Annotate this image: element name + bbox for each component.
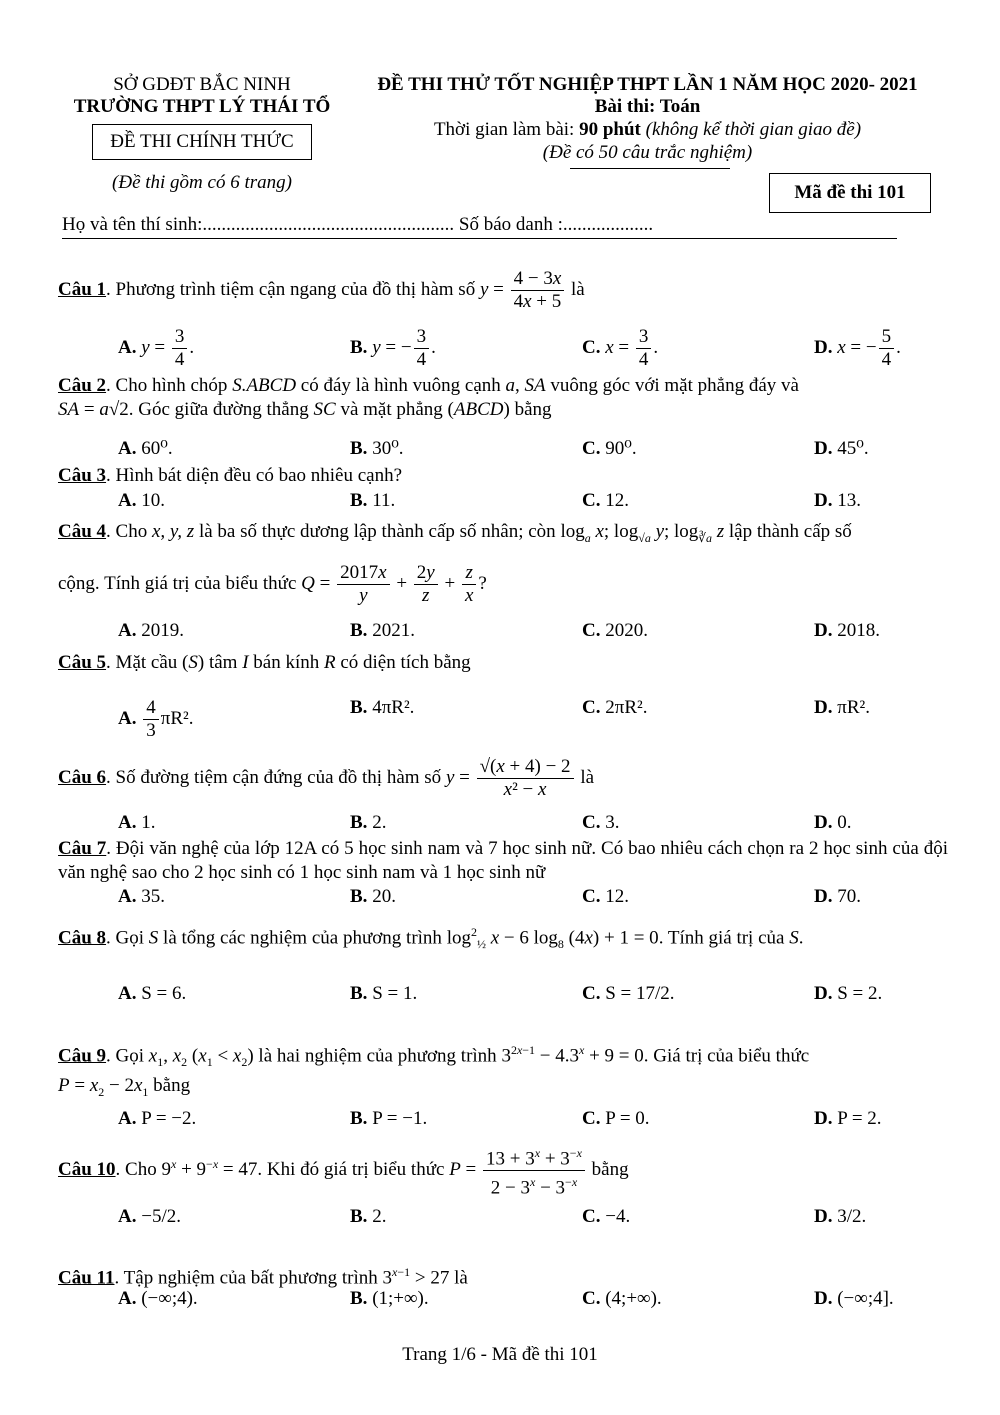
option-value: (1;+∞). [372, 1288, 429, 1309]
option-letter: D. [814, 812, 833, 833]
question-text: . Gọi [106, 1045, 149, 1067]
option-value: P = 2. [837, 1108, 882, 1129]
option-letter: C. [582, 697, 601, 718]
question-text: . Hình bát diện đều có bao nhiêu cạnh? [106, 465, 403, 486]
option-letter: D. [814, 1206, 833, 1227]
question-label: Câu 10 [58, 1159, 116, 1181]
question-label: Câu 2 [58, 375, 107, 396]
question-label: Câu 5 [58, 652, 107, 673]
question-11: Câu 11. Tập nghiệm của bất phương trình $3^{x-1} > 27$ là [58, 1265, 468, 1289]
option-letter: B. [350, 1108, 368, 1129]
time-value: 90 phút [579, 119, 641, 140]
option-d[interactable] [814, 620, 880, 642]
question-7-options [118, 886, 938, 916]
question-11-options [118, 1288, 938, 1318]
question-8: Câu 8. Gọi S là tổng các nghiệm của phương trình $\log^2_{\frac{1}{2}} x - 6$ $\log_8 (4x) + 1 = 0$. Tính giá trị của S. [58, 925, 804, 952]
option-value: (4;+∞). [605, 1288, 662, 1309]
header-divider [570, 168, 730, 169]
question-text: là [575, 766, 595, 788]
question-label: Câu 1 [58, 278, 107, 300]
option-value: 0. [837, 812, 852, 833]
option-value: 2πR². [605, 697, 648, 718]
option-b[interactable] [350, 697, 414, 719]
option-value: 60⁰. [141, 438, 173, 459]
option-letter: A. [118, 1206, 137, 1227]
question-4-cont: cộng. Tính giá trị của biểu thức Q = $\frac{2017x}{y}$ + $\frac{2y}{z}$ + $\frac{z}{x}$ ? [58, 562, 487, 606]
question-3-options [118, 490, 938, 520]
question-2-options [118, 437, 938, 467]
option-letter: A. [118, 620, 137, 641]
option-c[interactable] [582, 1108, 650, 1130]
question-text: là ba số thực dương lập thành cấp số nhân; còn [194, 521, 561, 542]
option-d[interactable] [814, 437, 869, 460]
option-value: 90⁰. [605, 438, 637, 459]
option-letter: A. [118, 490, 137, 511]
question-2: Câu 2. Cho hình chóp S.ABCD có đáy là hình vuông cạnh a, SA vuông góc với mặt phẳng đáy và SA = a√2. Góc giữa đường thẳng SC và mặt phẳng (ABCD) bằng [58, 375, 799, 420]
option-value: πR². [160, 707, 194, 729]
option-value: S = 6. [141, 983, 187, 1004]
question-label: Câu 11 [58, 1267, 115, 1289]
option-a[interactable] [118, 983, 186, 1005]
question-label: Câu 3 [58, 465, 107, 486]
option-a[interactable] [118, 620, 184, 642]
option-c[interactable] [582, 983, 675, 1005]
option-value: πR². [837, 697, 870, 718]
question-4: Câu 4. Cho x, y, z là ba số thực dương lập thành cấp số nhân; còn $\log_a x$; $\log_{√a} y$; $\log_{∛a} z$ lập thành cấp số [58, 521, 852, 545]
option-letter: C. [582, 490, 601, 511]
question-text: . Đội văn nghệ của lớp 12A có 5 học sinh nam và 7 học sinh nữ. Có bao nhiêu cách chọn ra 2 học sinh của đội văn nghệ sao cho 2 học sinh có 1 học sinh nam và 1 học sinh nữ [58, 838, 948, 883]
exam-subject: Bài thi: Toán [594, 96, 701, 117]
question-text: . Giá trị của biểu thức [643, 1045, 810, 1067]
option-letter: D. [814, 697, 833, 718]
question-text: . Tính giá trị của [658, 927, 790, 949]
option-d[interactable] [814, 697, 870, 719]
option-letter: A. [118, 336, 137, 358]
question-label: Câu 8 [58, 927, 107, 949]
option-letter: D. [814, 886, 833, 907]
option-value: 3. [605, 812, 620, 833]
option-d[interactable] [814, 983, 882, 1005]
option-letter: C. [582, 886, 601, 907]
option-d[interactable] [814, 812, 851, 834]
question-8-options [118, 983, 938, 1013]
option-value: 2019. [141, 620, 184, 641]
option-c[interactable] [582, 437, 637, 460]
option-a[interactable] [118, 886, 165, 908]
option-value: 20. [372, 886, 396, 907]
question-count: (Đề có 50 câu trắc nghiệm) [542, 142, 753, 163]
option-a[interactable]: A. y = $\frac{3}{4}$ . [118, 326, 195, 370]
question-text: là [449, 1267, 468, 1289]
option-letter: C. [582, 1108, 601, 1129]
option-c[interactable] [582, 620, 648, 642]
option-letter: B. [350, 438, 368, 459]
option-d[interactable]: D. x = − $\frac{5}{4}$ . [814, 326, 901, 370]
header-left [62, 74, 342, 194]
question-text: tâm [204, 652, 243, 673]
student-info-line [62, 213, 897, 239]
question-label: Câu 9 [58, 1045, 107, 1067]
question-text: bằng [509, 399, 552, 420]
option-b[interactable] [350, 1206, 386, 1228]
question-text: . Cho [115, 1159, 162, 1181]
question-4-options [118, 620, 938, 650]
option-letter: B. [350, 886, 368, 907]
option-letter: A. [118, 438, 137, 459]
question-text: là tổng các nghiệm của phương trình [158, 927, 447, 949]
option-value: 2020. [605, 620, 648, 641]
question-text: vuông góc với mặt phẳng đáy và [545, 375, 799, 396]
option-value: P = −2. [141, 1108, 197, 1129]
question-text: bán kính [248, 652, 324, 673]
option-letter: B. [350, 697, 368, 718]
option-letter: A. [118, 983, 137, 1004]
option-value: (−∞;4). [141, 1288, 198, 1309]
question-text: . Cho hình chóp [106, 375, 233, 396]
question-10: Câu 10. Cho $9^x + 9^{-x} = 47$. Khi đó giá trị biểu thức P = $\frac{13 + 3^x + 3^{-x}}{2 - 3^x - 3^{-x}}$ bằng [58, 1142, 948, 1200]
option-c[interactable] [582, 1206, 630, 1228]
department-name: SỞ GDĐT BẮC NINH [113, 74, 291, 95]
option-a[interactable] [118, 812, 155, 834]
page-footer: Trang 1/6 - Mã đề thi 101 [402, 1344, 598, 1365]
option-value: −5/2. [141, 1206, 181, 1227]
question-1-options [118, 326, 938, 370]
question-text: bằng [586, 1159, 629, 1181]
question-10-options [118, 1206, 938, 1236]
option-b[interactable] [350, 437, 404, 460]
option-value: 11. [372, 490, 396, 511]
option-c[interactable] [582, 490, 629, 512]
question-text: ? [478, 572, 487, 594]
option-value: 12. [605, 490, 629, 511]
question-6: Câu 6. Số đường tiệm cận đứng của đồ thị hàm số y = $\frac{√(x + 4) - 2}{\text{x² − x}}$ là [58, 756, 595, 800]
option-a[interactable] [118, 1108, 196, 1130]
option-letter: A. [118, 707, 137, 729]
option-value: (−∞;4]. [837, 1288, 894, 1309]
question-text: bằng [148, 1075, 191, 1097]
option-letter: C. [582, 812, 601, 833]
option-a[interactable] [118, 490, 165, 512]
option-d[interactable] [814, 1288, 894, 1310]
option-a[interactable]: A. $\frac{4}{3}$ πR². [118, 697, 194, 741]
option-c[interactable] [582, 697, 647, 719]
option-letter: C. [582, 438, 601, 459]
time-note: (không kể thời gian giao đề) [640, 119, 862, 140]
option-letter: D. [814, 1108, 833, 1129]
option-letter: D. [814, 983, 833, 1004]
option-value: 70. [837, 886, 861, 907]
option-d[interactable] [814, 1206, 866, 1228]
option-letter: D. [814, 1288, 833, 1309]
option-value: 3/2. [837, 1206, 867, 1227]
option-value: P = −1. [372, 1108, 428, 1129]
header-right [345, 74, 950, 164]
option-letter: A. [118, 1108, 137, 1129]
option-c[interactable] [582, 1288, 662, 1310]
option-letter: B. [350, 1206, 368, 1227]
option-b[interactable] [350, 490, 395, 512]
option-value: 13. [837, 490, 861, 511]
option-letter: B. [350, 1288, 368, 1309]
question-9-options [118, 1108, 938, 1138]
question-7 [58, 837, 948, 885]
option-letter: C. [582, 983, 601, 1004]
option-value: 10. [141, 490, 165, 511]
option-b[interactable] [350, 1288, 429, 1310]
option-b[interactable] [350, 886, 396, 908]
option-value: 4πR². [372, 697, 415, 718]
option-value: S = 1. [372, 983, 418, 1004]
question-text: . Cho [106, 521, 152, 542]
option-letter: A. [118, 1288, 137, 1309]
question-text: có diện tích bằng [335, 652, 471, 673]
question-text: . Góc giữa đường thẳng [128, 399, 314, 420]
option-letter: B. [350, 983, 368, 1004]
question-1: Câu 1. Phương trình tiệm cận ngang của đồ thị hàm số y = $\frac{4 - 3x}{4x + 5}$ là [58, 268, 585, 312]
question-5: Câu 5. Mặt cầu (S) tâm I bán kính R có diện tích bằng [58, 652, 471, 673]
option-value: 2. [372, 1206, 387, 1227]
option-b[interactable] [350, 1108, 427, 1130]
question-text: là hai nghiệm của phương trình [253, 1045, 502, 1067]
option-letter: C. [582, 1206, 601, 1227]
option-letter: B. [350, 490, 368, 511]
question-3 [58, 464, 948, 488]
question-text: và mặt phẳng [335, 399, 448, 420]
question-text: lập thành cấp số [724, 521, 852, 542]
question-text: có đáy là hình vuông cạnh [296, 375, 506, 396]
question-text: . Số đường tiệm cận đứng của đồ thị hàm số [106, 766, 446, 788]
option-c[interactable] [582, 886, 629, 908]
option-letter: C. [582, 1288, 601, 1309]
option-value: 2021. [372, 620, 415, 641]
option-b[interactable] [350, 620, 415, 642]
option-c[interactable] [582, 812, 619, 834]
option-letter: B. [350, 812, 368, 833]
exam-title: ĐỀ THI THỬ TỐT NGHIỆP THPT LẦN 1 NĂM HỌC 2020- 2021 [377, 74, 918, 95]
option-letter: D. [814, 438, 833, 459]
question-label: Câu 4 [58, 521, 107, 542]
option-d[interactable] [814, 886, 861, 908]
option-letter: D. [814, 336, 833, 358]
option-letter: D. [814, 620, 833, 641]
question-text: . Phương trình tiệm cận ngang của đồ thị hàm số [106, 278, 480, 300]
question-label: Câu 6 [58, 766, 107, 788]
question-9: Câu 9. Gọi $x_1$, $x_2$ $(x_1 < x_2)$ là hai nghiệm của phương trình $3^{2x-1} - 4.3^x + 9 = 0$. Giá trị của biểu thức $P = x_2 - 2x_1$ bằng [58, 1043, 810, 1099]
option-letter: C. [582, 336, 601, 358]
option-value: 12. [605, 886, 629, 907]
option-letter: A. [118, 886, 137, 907]
option-d[interactable] [814, 1108, 882, 1130]
option-a[interactable] [118, 437, 173, 460]
option-value: S = 2. [837, 983, 883, 1004]
question-text: là [566, 278, 585, 300]
option-value: 2018. [837, 620, 880, 641]
option-value: 2. [372, 812, 387, 833]
school-name: TRƯỜNG THPT LÝ THÁI TỔ [73, 96, 331, 117]
question-text: . Gọi [106, 927, 149, 949]
option-value: 45⁰. [837, 438, 869, 459]
option-d[interactable] [814, 490, 861, 512]
question-text: cộng. Tính giá trị của biểu thức [58, 572, 302, 594]
option-letter: A. [118, 812, 137, 833]
question-5-options [118, 697, 938, 741]
option-value: 30⁰. [372, 438, 404, 459]
option-value: 35. [141, 886, 165, 907]
option-b[interactable] [350, 983, 417, 1005]
student-name-label: Họ và tên thí sinh:..................................................... [62, 214, 455, 235]
option-value: −4. [605, 1206, 631, 1227]
option-b[interactable]: B. y = − $\frac{3}{4}$ . [350, 326, 436, 370]
exam-code-box: Mã đề thi 101 [769, 173, 931, 213]
time-prefix: Thời gian làm bài: [433, 119, 580, 140]
option-letter: B. [350, 620, 368, 641]
question-label: Câu 7 [58, 838, 107, 859]
question-text: . Khi đó giá trị biểu thức [257, 1159, 450, 1181]
exam-time [345, 118, 950, 142]
option-value: S = 17/2. [605, 983, 675, 1004]
option-c[interactable]: C. x = $\frac{3}{4}$ . [582, 326, 659, 370]
question-text: . Mặt cầu [106, 652, 183, 673]
option-value: P = 0. [605, 1108, 650, 1129]
option-letter: D. [814, 490, 833, 511]
option-b[interactable] [350, 812, 386, 834]
official-exam-box: ĐỀ THI CHÍNH THỨC [92, 124, 312, 160]
pages-note: (Đề thi gồm có 6 trang) [112, 172, 292, 193]
option-letter: C. [582, 620, 601, 641]
option-a[interactable] [118, 1288, 198, 1310]
option-letter: B. [350, 336, 368, 358]
question-text: , [515, 375, 525, 396]
option-value: 1. [141, 812, 156, 833]
option-a[interactable] [118, 1206, 181, 1228]
student-id-label: Số báo danh :................... [454, 214, 654, 235]
question-text: . Tập nghiệm của bất phương trình [114, 1267, 383, 1289]
